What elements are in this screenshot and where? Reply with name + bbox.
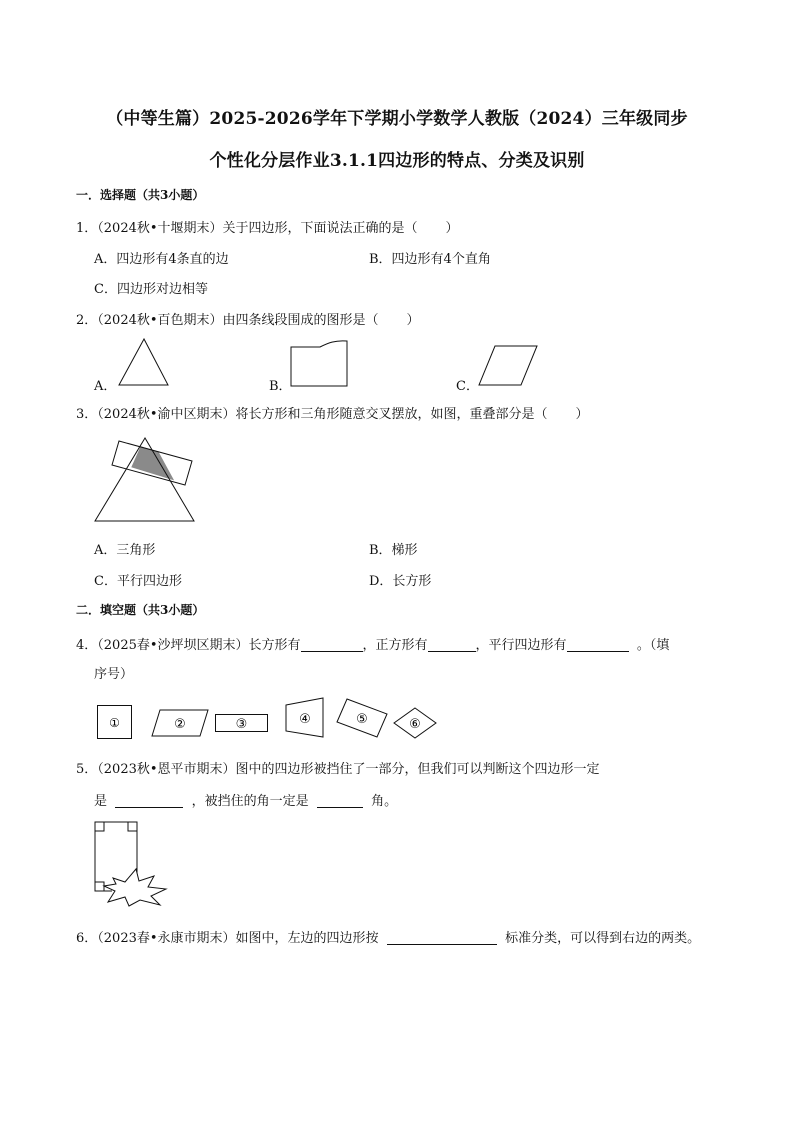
question-2-stem: 2．（2024秋•百色期末）由四条线段围成的图形是（ (76, 313, 379, 328)
q5-covered-rectangle-figure (92, 820, 170, 906)
question-3: 3．（2024秋•渝中区期末）将长方形和三角形随意交叉摆放，如图，重叠部分是（ ） (76, 407, 589, 422)
title-line-2: 个性化分层作业3.1.1四边形的特点、分类及识别 (209, 151, 585, 171)
shape-number: ③ (235, 717, 248, 732)
question-4-cont: 序号） (94, 667, 134, 682)
question-4: 4．（2025春•沙坪坝区期末）长方形有 ，正方形有 ，平行四边形有 。（填 (76, 638, 670, 653)
q2-curved-shape-figure (290, 340, 348, 388)
q4-shape-2-parallelogram (151, 709, 209, 737)
blank-angle-type[interactable] (317, 793, 363, 808)
q4-shape-5-tilted-rectangle (336, 698, 388, 738)
question-5: 5．（2023秋•恩平市期末）图中的四边形被挡住了一部分，但我们可以判断这个四边形一定 (76, 762, 600, 777)
q1-option-a: A．四边形有4条直的边 (94, 252, 229, 267)
section-heading-choice: 一．选择题（共3小题） (76, 188, 205, 202)
q1-option-b: B．四边形有4个直角 (369, 252, 491, 267)
q4-shape-3-rectangle (215, 714, 269, 733)
section-heading-fill: 二．填空题（共3小题） (76, 603, 205, 617)
question-5-cont: 是 ，被挡住的角一定是 角。 (94, 794, 398, 809)
shape-number: ⑤ (356, 712, 368, 727)
q2-label-c: C． (456, 379, 479, 394)
title-line-1: （中等生篇）2025-2026学年下学期小学数学人教版（2024）三年级同步 (106, 109, 688, 129)
q2-parallelogram-figure (478, 345, 538, 387)
q3-option-c: C．平行四边形 (94, 574, 182, 589)
blank-squares[interactable] (428, 637, 476, 652)
blank-rectangles[interactable] (301, 637, 363, 652)
q3-overlap-figure (94, 437, 196, 523)
q4-shape-1-square (97, 705, 133, 739)
question-2: 2．（2024秋•百色期末）由四条线段围成的图形是（ ） (76, 313, 420, 328)
q2-label-a: A． (94, 379, 117, 394)
blank-parallelograms[interactable] (567, 637, 629, 652)
q4-shape-6-rhombus (393, 707, 437, 739)
question-3-stem: 3．（2024秋•渝中区期末）将长方形和三角形随意交叉摆放，如图，重叠部分是（ (76, 407, 548, 422)
question-6: 6．（2023春•永康市期末）如图中，左边的四边形按 标准分类，可以得到右边的两类。 (76, 931, 701, 946)
shape-number: ⑥ (409, 717, 421, 732)
shape-number: ④ (299, 712, 311, 727)
q2-triangle-figure (118, 338, 170, 386)
question-1: 1．（2024秋•十堰期末）关于四边形，下面说法正确的是（ ） (76, 221, 459, 236)
blank-classification-standard[interactable] (387, 930, 497, 945)
q2-label-b: B． (269, 379, 292, 394)
shape-number: ① (109, 716, 120, 730)
question-1-stem: 1．（2024秋•十堰期末）关于四边形，下面说法正确的是（ (76, 221, 418, 236)
q3-option-b: B．梯形 (369, 543, 418, 558)
blank-shape-name[interactable] (115, 793, 183, 808)
q3-option-d: D．长方形 (369, 574, 432, 589)
shape-number: ② (174, 717, 186, 732)
q1-option-c: C．四边形对边相等 (94, 282, 208, 297)
q3-option-a: A．三角形 (94, 543, 156, 558)
q4-shape-4-trapezoid (285, 697, 325, 739)
